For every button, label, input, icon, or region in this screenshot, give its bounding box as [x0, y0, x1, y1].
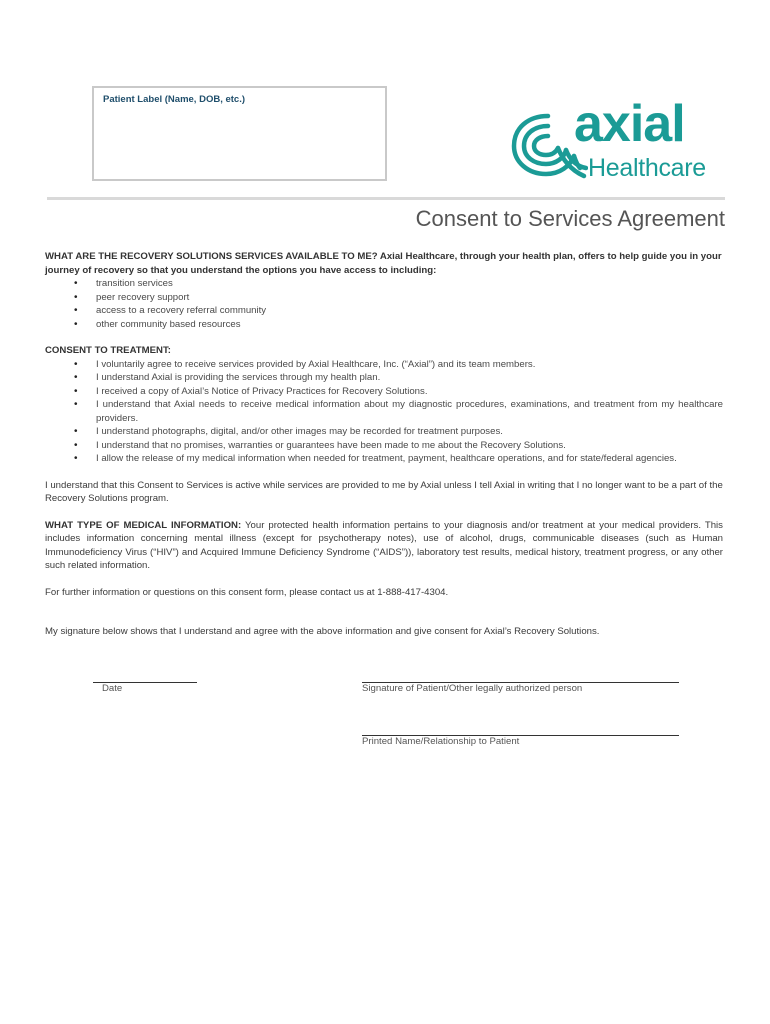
list-item: • I understand Axial is providing the services through my health plan. [45, 371, 723, 385]
list-item: • I received a copy of Axial’s Notice of Privacy Practices for Recovery Solutions. [45, 385, 723, 399]
header-divider [47, 197, 725, 200]
list-item: • I understand photographs, digital, and/or other images may be recorded for treatment purposes. [45, 425, 723, 439]
active-statement: I understand that this Consent to Services is active while services are provided to me by Axial unless I tell Axial in writing that I no longer want to be a part of the Recovery Solutions program. [45, 479, 723, 504]
consent-heading: CONSENT TO TREATMENT: [45, 345, 171, 356]
signature-label: Signature of Patient/Other legally authorized person [362, 683, 583, 694]
document-body [45, 250, 723, 639]
services-list [45, 277, 723, 331]
list-item: • other community based resources [45, 318, 723, 332]
logo-subtitle: Healthcare [588, 154, 706, 182]
printed-name-label: Printed Name/Relationship to Patient [362, 736, 520, 747]
list-item: • I voluntarily agree to receive services provided by Axial Healthcare, Inc. (“Axial”) and its team members. [45, 358, 723, 372]
services-heading: WHAT ARE THE RECOVERY SOLUTIONS SERVICES AVAILABLE TO ME? Axial Healthcare, through your health plan, offers to help guide you in your journey of recovery so that you understand the options you have access to including: [45, 251, 722, 276]
signature-statement: My signature below shows that I understand and agree with the above information and give consent for Axial’s Recovery Solutions. [45, 626, 600, 637]
contact-text: For further information or questions on this consent form, please contact us at 1-888-417-4304. [45, 586, 449, 598]
medical-info-heading: WHAT TYPE OF MEDICAL INFORMATION: [45, 519, 242, 531]
patient-label-box [92, 86, 387, 181]
list-item: • peer recovery support [45, 291, 723, 305]
patient-label-caption: Patient Label (Name, DOB, etc.) [103, 94, 246, 105]
medical-info-text: Your protected health information pertains to your diagnosis and/or treatment at your medical providers. This includes information concerning mental illness (except for psychotherapy notes), use of alcohol, drugs, communicable diseases (such as Human Immunodeficiency Virus (“HIV”) and Acquired Immune Deficiency Syndrome (“AIDS”)), laboratory test results, medical history, treatment progress, or any other such related information. [45, 519, 723, 571]
page-title: Consent to Services Agreement [415, 206, 725, 231]
list-item: • I understand that Axial needs to receive medical information about my diagnostic procedures, examinations, and treatment from my healthcare providers. [45, 398, 723, 425]
list-item: • I allow the release of my medical information when needed for treatment, payment, healthcare operations, and for state/federal agencies. [45, 452, 723, 466]
date-label: Date [102, 683, 123, 694]
medical-info-paragraph [45, 519, 723, 573]
axial-healthcare-logo [508, 95, 724, 186]
list-item: • access to a recovery referral community [45, 304, 723, 318]
list-item: • transition services [45, 277, 723, 291]
logo-wordmark: axial [574, 95, 685, 153]
list-item: • I understand that no promises, warranties or guarantees have been made to me about the Recovery Solutions. [45, 439, 723, 453]
consent-list [45, 358, 723, 466]
